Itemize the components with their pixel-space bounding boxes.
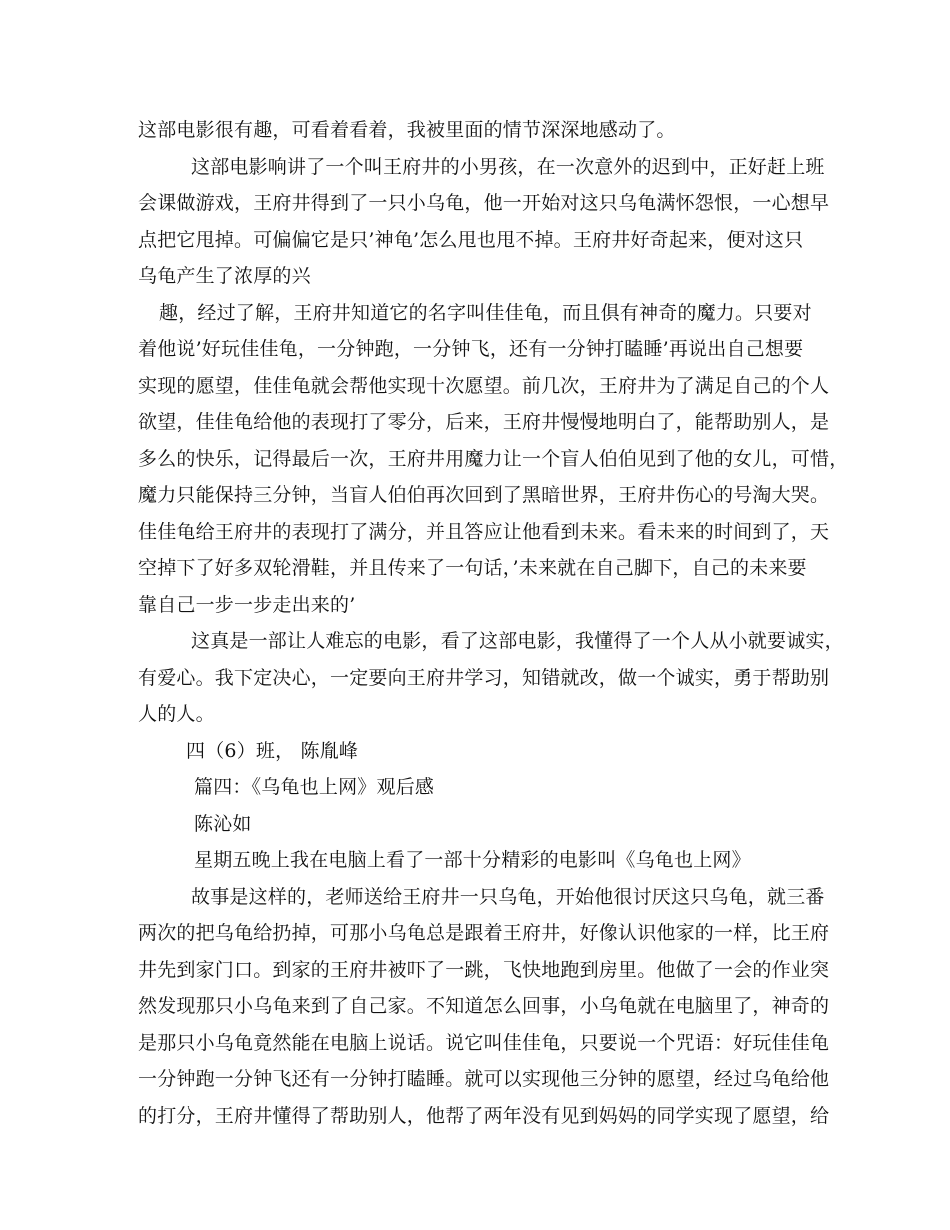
text-line-10: 多么的快乐，记得最后一次，王府井用魔力让一个盲人伯伯见到了他的女儿，可惜， [138, 448, 849, 470]
text-line-11: 魔力只能保持三分钟，当盲人伯伯再次回到了黑暗世界，王府井伤心的号淘大哭。 [138, 484, 830, 506]
text-line-3: 会课做游戏，王府井得到了一只小乌龟，他一开始对这只乌龟满怀怨恨，一心想早 [138, 192, 830, 214]
text-line-14: 靠自己一步一步走出来的’ [138, 594, 356, 616]
class-author-line: 四（6）班， 陈胤峰 [186, 740, 359, 762]
text-line-12: 佳佳龟给王府井的表现打了满分，并且答应让他看到未来。看未来的时间到了，天 [138, 521, 830, 543]
text-line-22: 故事是这样的，老师送给王府井一只乌龟，开始他很讨厌这只乌龟，就三番 [191, 886, 825, 908]
text-line-6: 趣，经过了解，王府井知道它的名字叫佳佳龟，而且俱有神奇的魔力。只要对 [159, 302, 812, 324]
text-line-21: 星期五晚上我在电脑上看了一部十分精彩的电影叫《乌龟也上网》 [194, 849, 751, 871]
text-line-25: 然发现那只小乌龟来到了自己家。不知道怎么回事，小乌龟就在电脑里了，神奇的 [138, 995, 830, 1017]
text-line-7: 着他说’好玩佳佳龟，一分钟跑，一分钟飞，还有一分钟打瞌睡’再说出自己想要 [138, 338, 804, 360]
text-line-9: 欲望，佳佳龟给他的表现打了零分，后来，王府井慢慢地明白了，能帮助别人，是 [138, 411, 830, 433]
section-heading: 篇四：《乌龟也上网》观后感 [194, 776, 435, 798]
text-line-5: 乌龟产生了浓厚的兴 [138, 265, 311, 287]
text-line-17: 人的人。 [138, 703, 215, 725]
author-name: 陈沁如 [194, 813, 252, 835]
text-line-26: 是那只小乌龟竟然能在电脑上说话。说它叫佳佳龟，只要说一个咒语：好玩佳佳龟 [138, 1032, 830, 1054]
text-line-15: 这真是一部让人难忘的电影，看了这部电影，我懂得了一个人从小就要诚实， [191, 630, 844, 652]
text-line-27: 一分钟跑一分钟飞还有一分钟打瞌睡。就可以实现他三分钟的愿望，经过乌龟给他 [138, 1068, 830, 1090]
text-line-4: 点把它甩掉。可偏偏它是只’神龟’怎么甩也甩不掉。王府井好奇起来，便对这只 [138, 229, 804, 251]
text-line-2: 这部电影响讲了一个叫王府井的小男孩，在一次意外的迟到中，正好赶上班 [191, 156, 825, 178]
text-line-1: 这部电影很有趣，可看着看着，我被里面的情节深深地感动了。 [138, 119, 676, 141]
text-line-8: 实现的愿望，佳佳龟就会帮他实现十次愿望。前几次，王府井为了满足自己的个人 [138, 375, 830, 397]
text-line-23: 两次的把乌龟给扔掉，可那小乌龟总是跟着王府井，好像认识他家的一样，比王府 [138, 922, 830, 944]
text-line-24: 井先到家门口。到家的王府井被吓了一跳，飞快地跑到房里。他做了一会的作业突 [138, 959, 830, 981]
text-line-16: 有爱心。我下定决心，一定要向王府井学习，知错就改，做一个诚实，勇于帮助别 [138, 667, 830, 689]
text-line-13: 空掉下了好多双轮滑鞋，并且传来了一句话，’未来就在自己脚下，自己的未来要 [138, 557, 807, 579]
text-line-28: 的打分，王府井懂得了帮助别人，他帮了两年没有见到妈妈的同学实现了愿望，给 [138, 1105, 830, 1127]
